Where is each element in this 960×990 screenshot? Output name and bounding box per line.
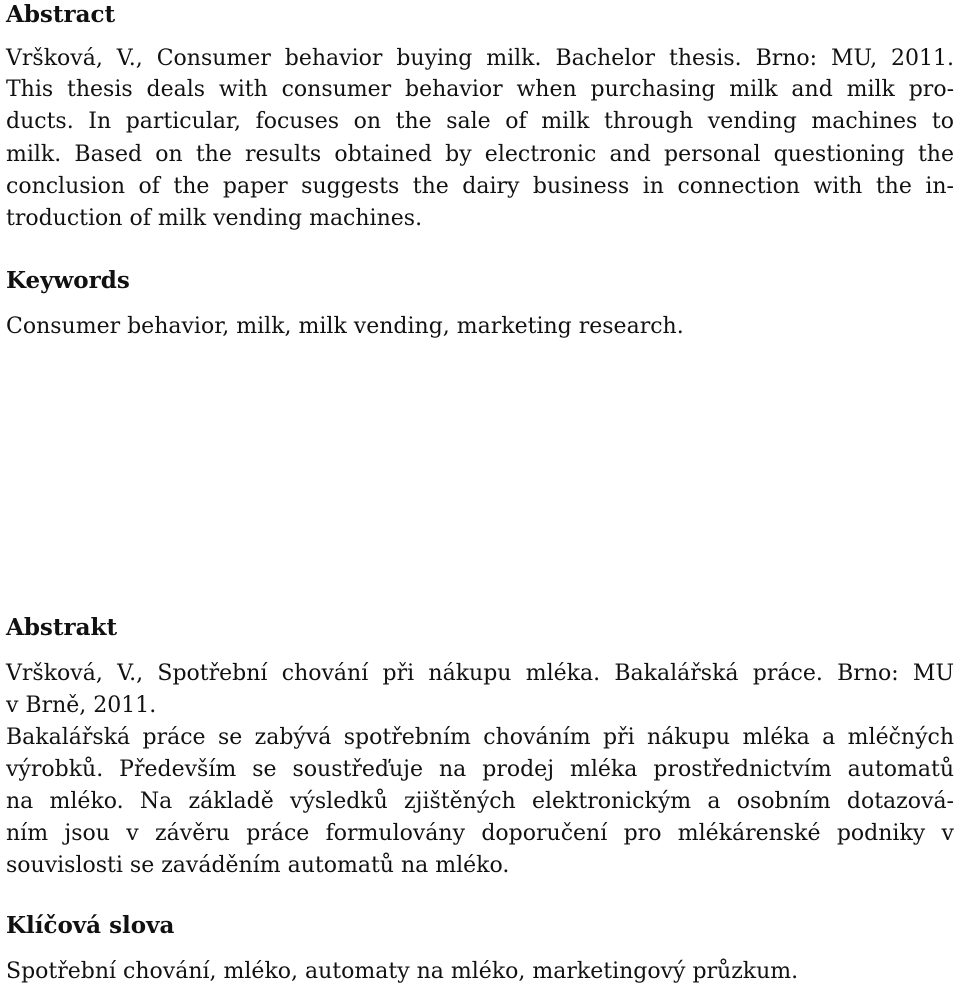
abstract-line: conclusion of the paper suggests the dairy business in connection with the in- — [6, 174, 954, 199]
abstrakt-heading: Abstrakt — [6, 614, 118, 641]
abstract-line: ducts. In particular, focuses on the sale of milk through vending machines to — [6, 109, 954, 134]
keywords-heading: Keywords — [6, 267, 130, 294]
keywords-text: Consumer behavior, milk, milk vending, marketing research. — [6, 314, 684, 339]
klicova-slova-text: Spotřební chování, mléko, automaty na mléko, marketingový průzkum. — [6, 959, 799, 984]
abstrakt-line: na mléko. Na základě výsledků zjištěných elektronickým a osobním dotazová- — [6, 789, 954, 814]
abstract-line: troduction of milk vending machines. — [6, 206, 423, 231]
abstract-line: milk. Based on the results obtained by electronic and personal questioning the — [6, 142, 954, 167]
abstract-line: Vršková, V., Consumer behavior buying milk. Bachelor thesis. Brno: MU, 2011. — [6, 46, 954, 71]
abstrakt-line: souvislosti se zaváděním automatů na mléko. — [6, 853, 510, 878]
klicova-slova-heading: Klíčová slova — [6, 912, 175, 939]
abstract-line: This thesis deals with consumer behavior when purchasing milk and milk pro- — [6, 77, 954, 102]
abstrakt-line: Bakalářská práce se zabývá spotřebním chováním při nákupu mléka a mléčných — [6, 725, 954, 750]
abstrakt-line: ním jsou v závěru práce formulovány doporučení pro mlékárenské podniky v — [6, 821, 954, 846]
abstract-heading: Abstract — [6, 1, 116, 28]
abstrakt-line: výrobků. Především se soustřeďuje na prodej mléka prostřednictvím automatů — [6, 757, 954, 782]
abstrakt-line: v Brně, 2011. — [6, 693, 157, 718]
abstrakt-line: Vršková, V., Spotřební chování při nákupu mléka. Bakalářská práce. Brno: MU — [6, 661, 954, 686]
